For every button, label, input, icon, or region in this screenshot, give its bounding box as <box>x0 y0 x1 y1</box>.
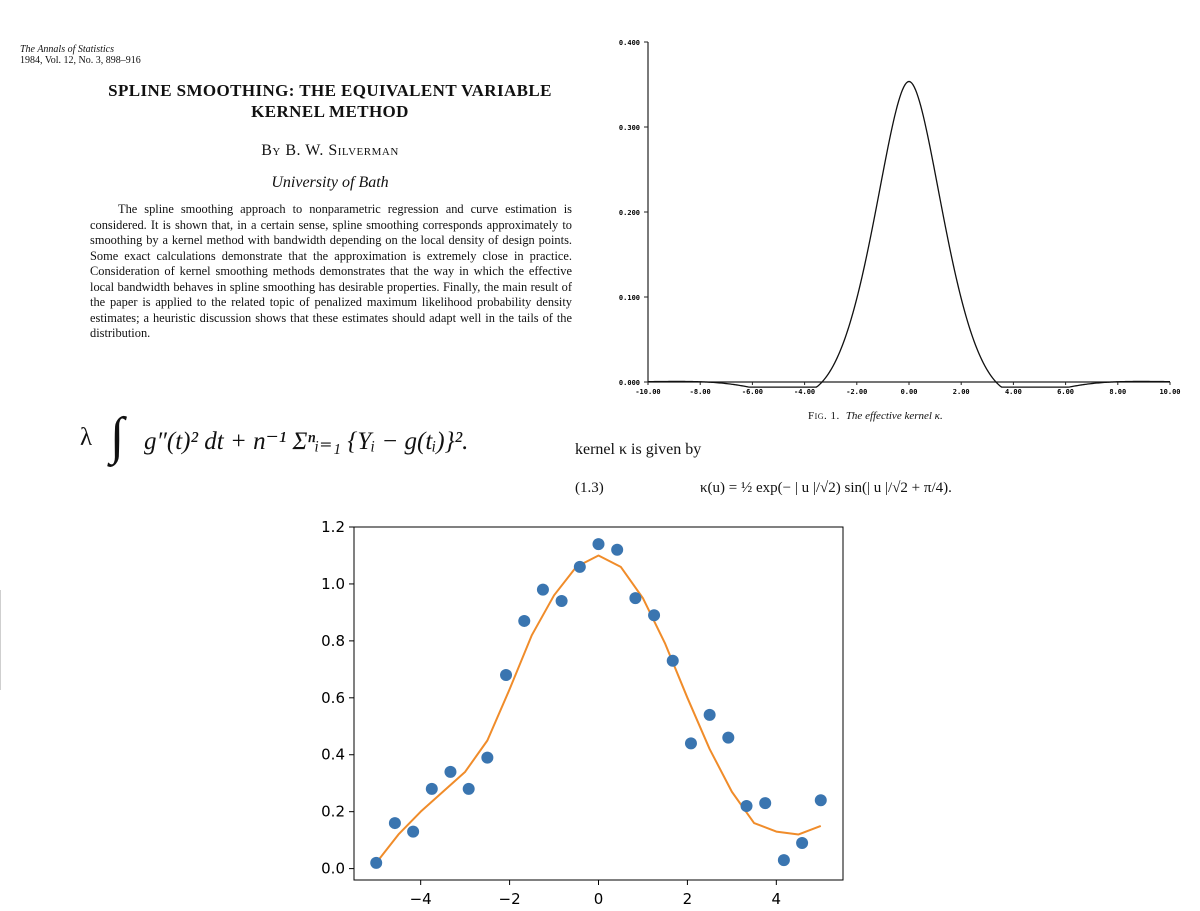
figure-1-number: Fig. 1. <box>808 410 840 422</box>
fig1-y-tick-label: 0.000 <box>618 379 640 387</box>
fig2-data-point <box>704 709 716 721</box>
fig2-fit-line <box>376 555 821 862</box>
fig2-data-point <box>815 794 827 806</box>
fig2-data-point <box>444 766 456 778</box>
fig2-axes <box>321 518 843 908</box>
equation-number: (1.3) <box>575 480 604 496</box>
fig2-x-tick-label: 4 <box>771 890 782 908</box>
fig2-data-point <box>537 584 549 596</box>
kernel-intro-text: kernel κ is given by <box>575 441 702 458</box>
fig2-data-point <box>629 592 641 604</box>
integral-symbol: ∫ <box>110 408 125 465</box>
fig2-data-point <box>500 669 512 681</box>
fig2-data-point <box>611 544 623 556</box>
figure-1-caption <box>808 410 943 422</box>
fig2-plot-frame <box>354 527 843 880</box>
fig2-data-point <box>518 615 530 627</box>
fig2-data-point <box>796 837 808 849</box>
fig2-y-tick-label: 1.0 <box>321 574 345 593</box>
fig1-x-tick-label: -4.00 <box>794 388 816 396</box>
spline-smoothing-plot <box>300 515 860 911</box>
fig1-x-tick-label: 10.00 <box>1159 388 1181 396</box>
fig1-y-tick-label: 0.300 <box>618 124 640 132</box>
paper-title-line-2: KERNEL METHOD <box>251 102 409 121</box>
fig2-data-point <box>648 609 660 621</box>
fig2-fit-line-group <box>376 555 821 862</box>
fig1-x-tick-label: -2.00 <box>846 388 868 396</box>
equation-body: g″(t)² dt + n⁻¹ Σⁿᵢ₌₁ {Yᵢ − g(tᵢ)}². <box>144 428 469 455</box>
fig2-points-group <box>370 538 827 869</box>
fig2-y-tick-label: 0.0 <box>321 859 345 878</box>
fig2-y-tick-label: 0.2 <box>321 802 345 821</box>
fig1-axes <box>619 39 1181 396</box>
fig1-y-tick-label: 0.400 <box>618 39 640 47</box>
fig2-y-tick-label: 1.2 <box>321 518 345 536</box>
paper-abstract: The spline smoothing approach to nonparametric regression and curve estimation is considered. It is shown that, in a certain sense, spline smoothing corresponds approximately to smoothing by a kernel method with bandwidth depending on the local density of design points. Some exact calculations demonstrate that the approximation is extremely close in practice. Consideration of kernel smoothing methods demonstrates that the way in which the effective local bandwidth behaves in spline smoothing has desirable properties. Finally, the main result of the paper is applied to the related topic of penalized maximum likelihood probability density estimates; a heuristic discussion shows that these estimates should adapt well in the tails of the distribution. <box>90 202 572 340</box>
fig2-y-tick-label: 0.8 <box>321 631 345 650</box>
fig2-x-tick-label: −4 <box>409 890 432 908</box>
fig2-data-point <box>778 854 790 866</box>
paper-title-line-1: SPLINE SMOOTHING: THE EQUIVALENT VARIABLE <box>108 81 552 100</box>
fig2-x-tick-label: −2 <box>498 890 521 908</box>
fig1-curve-group <box>648 81 1170 387</box>
effective-kernel-figure <box>590 30 1190 410</box>
journal-volume: 1984, Vol. 12, No. 3, 898–916 <box>20 55 141 66</box>
paper-affiliation: University of Bath <box>271 174 389 191</box>
fig2-data-point <box>759 797 771 809</box>
figure-1-description: The effective kernel κ. <box>845 410 943 422</box>
page-edge-rule <box>0 590 1 690</box>
fig2-data-point <box>574 561 586 573</box>
journal-header <box>20 44 580 66</box>
fig2-data-point <box>593 538 605 550</box>
paper-author: By B. W. Silverman <box>261 142 399 159</box>
fig2-data-point <box>370 857 382 869</box>
fig2-data-point <box>481 752 493 764</box>
fig2-data-point <box>426 783 438 795</box>
fig1-x-tick-label: 2.00 <box>952 388 970 396</box>
fig2-y-tick-label: 0.4 <box>321 745 345 764</box>
fig2-data-point <box>685 737 697 749</box>
fig1-x-tick-label: -8.00 <box>689 388 711 396</box>
fig1-x-tick-label: -6.00 <box>741 388 763 396</box>
fig2-data-point <box>556 595 568 607</box>
kernel-formula: κ(u) = ½ exp(− | u |/√2) sin(| u |/√2 + π/4). <box>700 480 952 496</box>
fig2-data-point <box>463 783 475 795</box>
fig1-kernel-curve <box>648 81 1170 387</box>
fig2-data-point <box>667 655 679 667</box>
fig1-x-tick-label: 4.00 <box>1004 388 1022 396</box>
fig2-x-tick-label: 0 <box>593 890 604 908</box>
fig2-data-point <box>407 826 419 838</box>
fig1-y-tick-label: 0.100 <box>618 294 640 302</box>
fig1-x-tick-label: 6.00 <box>1057 388 1075 396</box>
fig2-data-point <box>389 817 401 829</box>
fig2-y-tick-label: 0.6 <box>321 688 345 707</box>
fig2-data-point <box>722 732 734 744</box>
journal-name: The Annals of Statistics <box>20 44 114 55</box>
fig1-x-tick-label: 8.00 <box>1109 388 1127 396</box>
fig2-x-tick-label: 2 <box>682 890 693 908</box>
fig1-x-tick-label: 0.00 <box>900 388 918 396</box>
penalized-objective-equation <box>76 408 576 474</box>
fig1-y-tick-label: 0.200 <box>618 209 640 217</box>
equation-lambda: λ <box>80 424 93 451</box>
fig1-x-tick-label: -10.00 <box>635 388 661 396</box>
fig2-data-point <box>741 800 753 812</box>
paper-title <box>60 80 600 122</box>
